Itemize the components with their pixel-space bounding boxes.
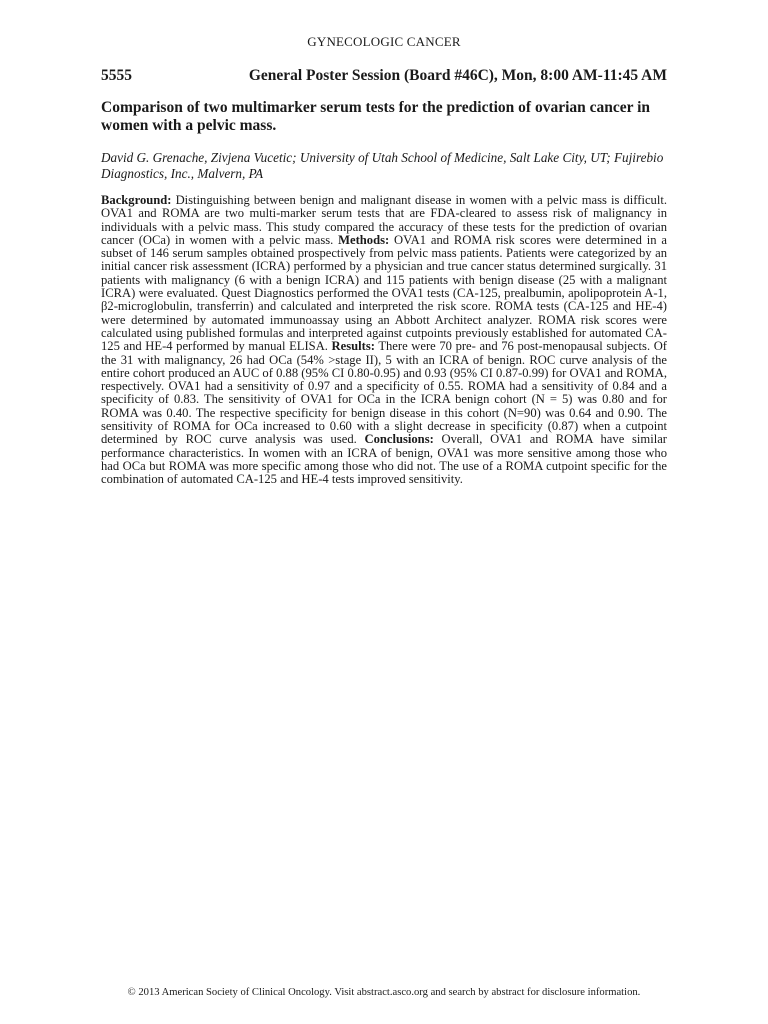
- methods-label: Methods:: [338, 232, 390, 247]
- abstract-number: 5555: [101, 67, 132, 84]
- abstract-body: [101, 194, 667, 487]
- abstract-title: Comparison of two multimarker serum tests for the prediction of ovarian cancer in women with a pelvic mass.: [101, 99, 651, 134]
- session-info: General Poster Session (Board #46C), Mon, 8:00 AM-11:45 AM: [248, 67, 667, 84]
- results-text: There were 70 pre- and 76 post-menopausal subjects. Of the 31 with malignancy, 26 had OCa (54% >stage II), 5 with an ICRA of benign. ROC curve analysis of the entire cohort produced an AUC of 0.88 (95% CI 0.80-0.95) and 0.93 (95% CI 0.87-0.99) for OVA1 and ROMA, respectively. OVA1 had a sensitivity of 0.97 and a specificity of 0.55. ROMA had a sensitivity of 0.84 and a specificity of 0.83. The sensitivity of OVA1 for OCa in the ICRA benign cohort (N = 5) was 0.80 and for ROMA was 0.40. The respective specificity for benign disease in this cohort (N=90) was 0.64 and 0.90. The sensitivity of ROMA for OCa increased to 0.60 with a slight decrease in specificity (0.87) when a cutpoint determined by ROC curve analysis was used.: [101, 339, 668, 447]
- background-text: Distinguishing between benign and malignant disease in women with a pelvic mass is difficult. OVA1 and ROMA are two multi-marker serum tests that are FDA-cleared to assess risk of malignancy in individuals with a pelvic mass. This study compared the accuracy of these tests for the prediction of ovarian cancer (OCa) in women with a pelvic mass.: [101, 193, 667, 247]
- background-label: Background:: [101, 193, 172, 207]
- conclusions-text: Overall, OVA1 and ROMA have similar performance characteristics. In women with an ICRA of benign, OVA1 was more sensitive among those who had OCa but ROMA was more specific among those who did not. The use of a ROMA cutpoint specific for the combination of automated CA-125 and HE-4 tests improved sensitivity.: [101, 432, 667, 487]
- copyright-footer: © 2013 American Society of Clinical Oncology. Visit abstract.asco.org and search by abstract for disclosure information.: [127, 987, 641, 998]
- results-label: Results:: [331, 339, 375, 354]
- authors-affiliations: David G. Grenache, Zivjena Vucetic; University of Utah School of Medicine, Salt Lake City, UT; Fujirebio Diagnostics, Inc., Malvern, PA: [101, 150, 664, 181]
- running-head: GYNECOLOGIC CANCER: [307, 34, 461, 49]
- methods-text: OVA1 and ROMA risk scores were determined in a subset of 146 serum samples obtained prospectively from pelvic mass patients. Patients were categorized by an initial cancer risk assessment (ICRA) performed by a physician and true cancer status determined surgically. 31 patients with malignancy (6 with a benign ICRA) and 115 patients with benign disease (25 with a malignant ICRA) were evaluated. Quest Diagnostics performed the OVA1 tests (CA-125, prealbumin, apolipoprotein A-1, β2-microglobulin, transferrin) and calculated and interpreted the risk score. ROMA tests (CA-125 and HE-4) were determined by automated immunoassay using an Abbott Architect analyzer. ROMA risk scores were calculated using published formulas and interpreted against cutpoints previously established for automated CA-125 and HE-4 performed by manual ELISA.: [101, 232, 667, 354]
- conclusions-label: Conclusions:: [364, 432, 434, 447]
